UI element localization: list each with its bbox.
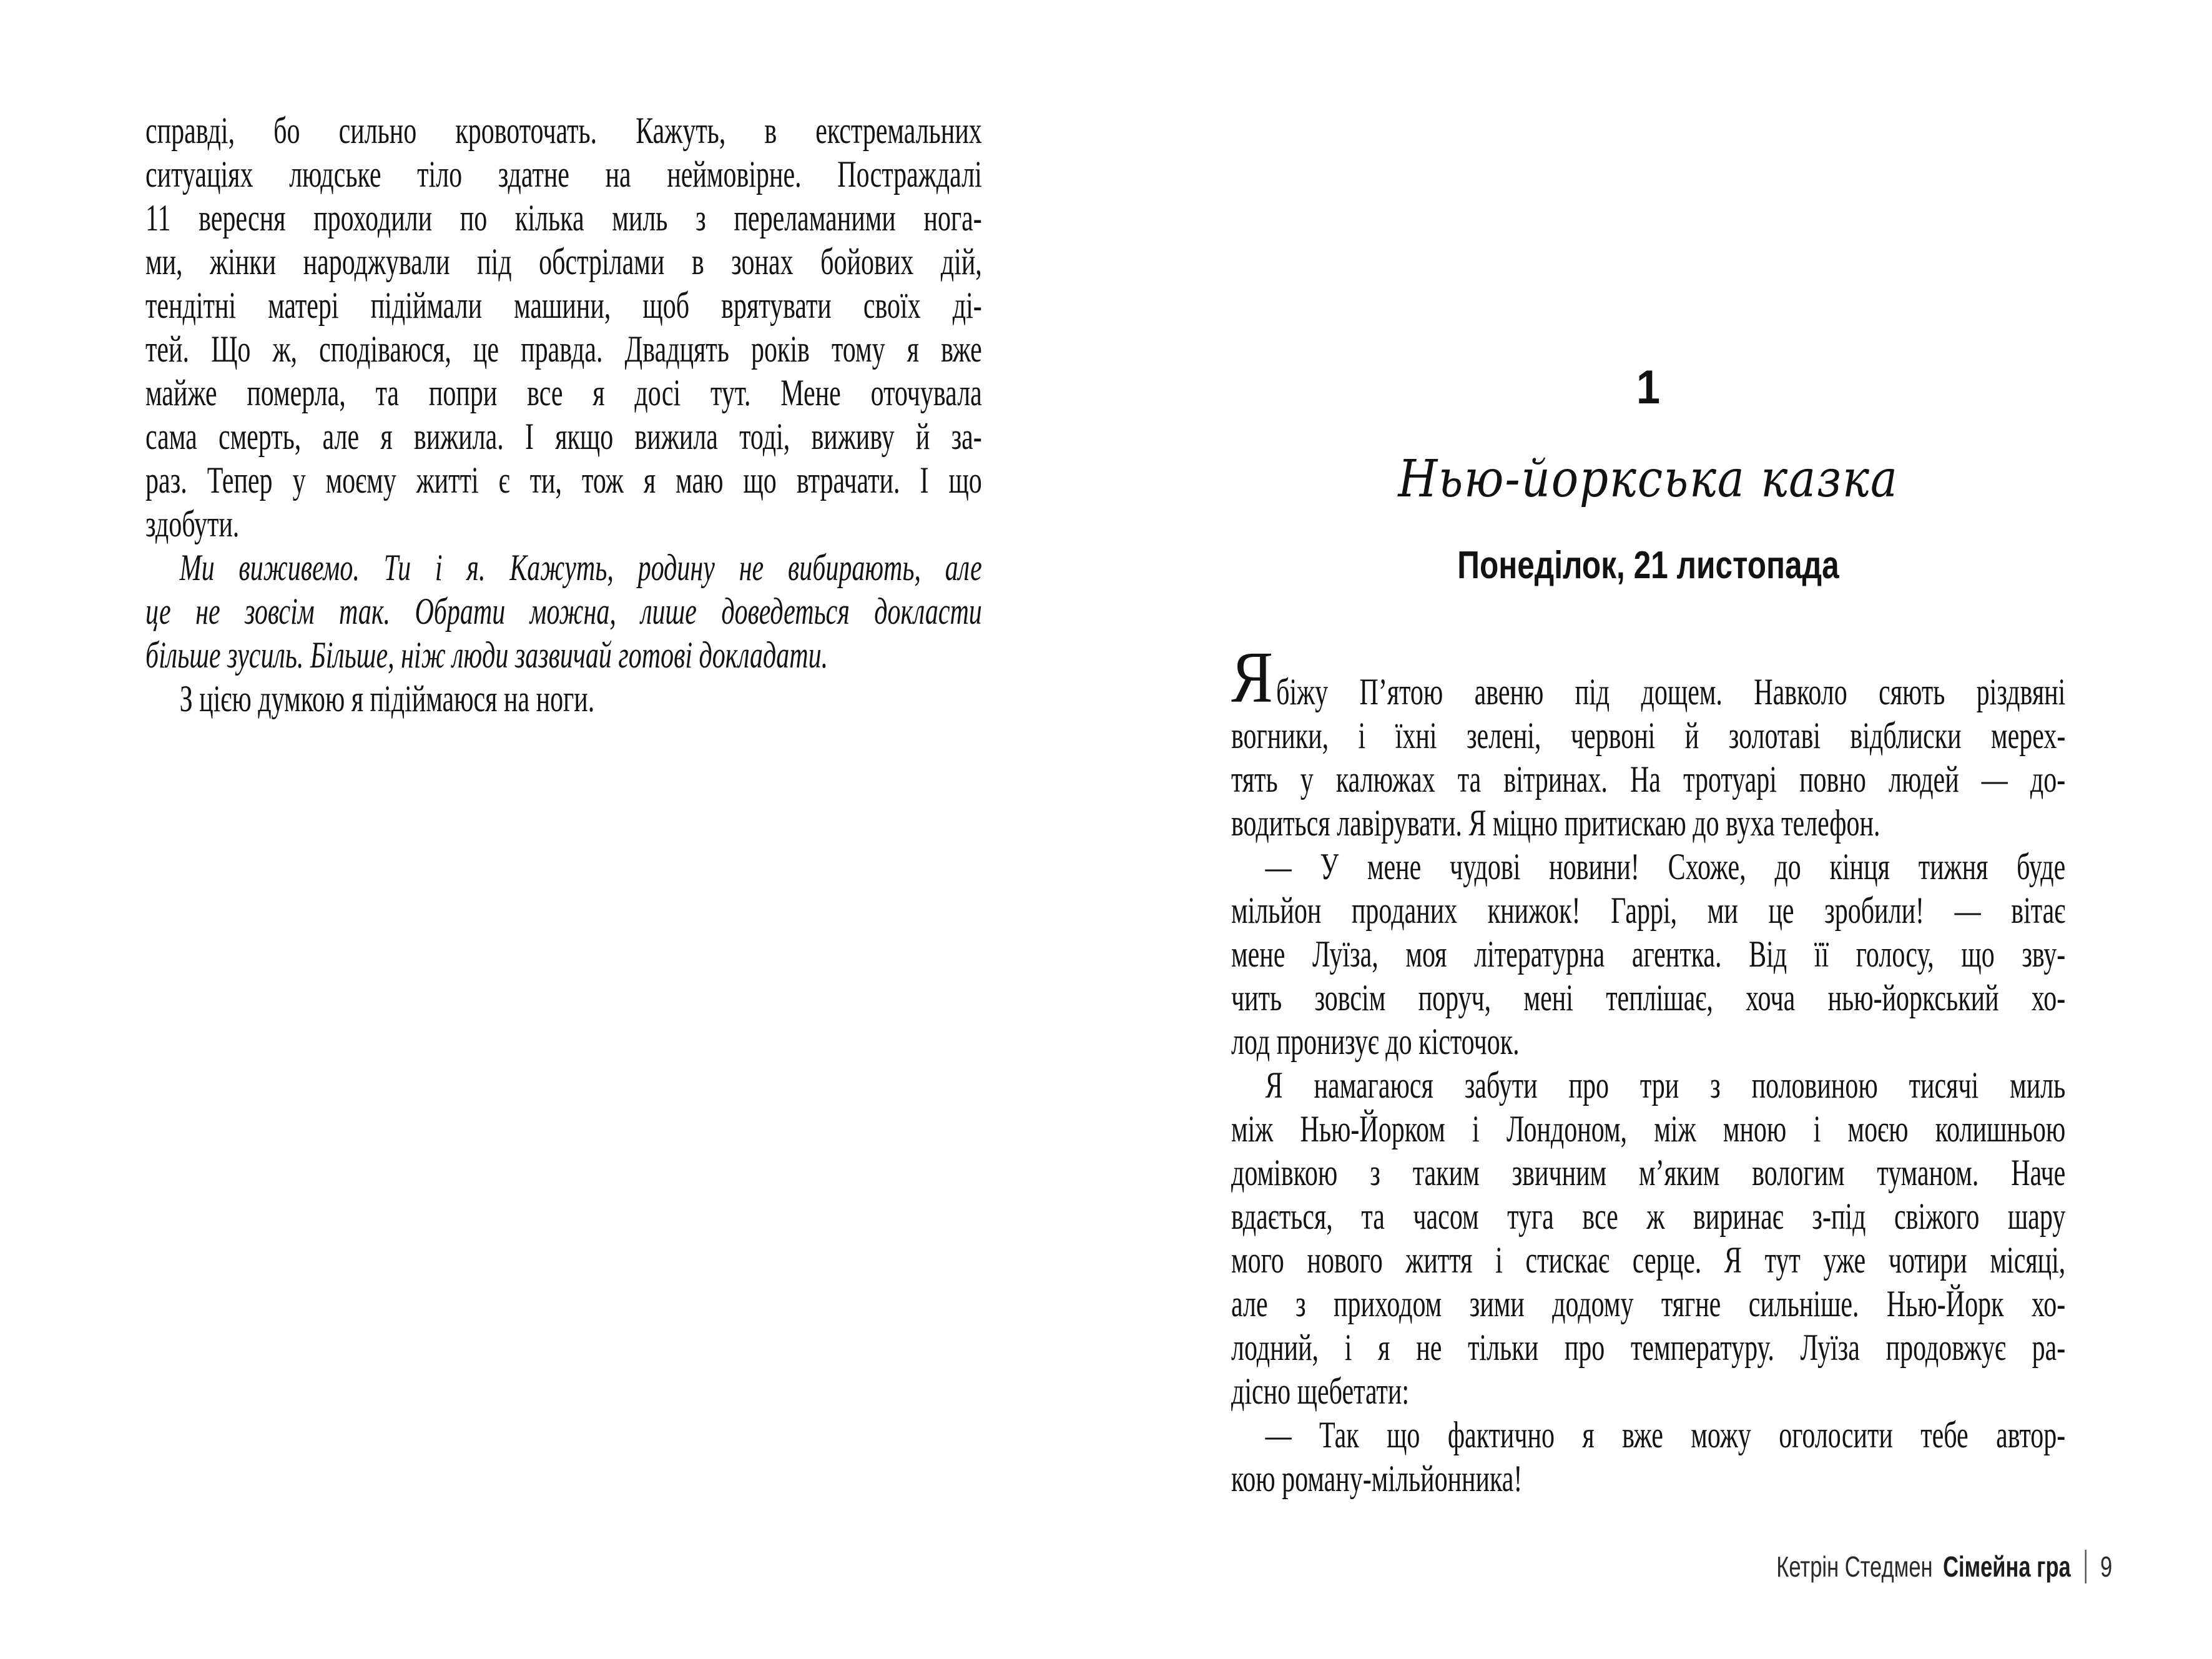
text-line: раз. Тепер у моєму житті є ти, тож я маю що втрачати. І що xyxy=(145,460,982,501)
text-line: справді, бо сильно кровоточать. Кажуть, в екстремальних xyxy=(145,110,982,151)
text-line: більше зусиль. Більше, ніж люди зазвичай готові докладати. xyxy=(145,634,828,676)
footer-book-title: Сімейна гра xyxy=(1942,1550,2071,1583)
running-footer xyxy=(1776,1550,2112,1583)
paragraph-italic-resolve xyxy=(145,546,982,677)
text-line: Я намагаюся забути про три з половиною тисячі миль xyxy=(1265,1065,2066,1106)
text-line: вдається, та часом туга все ж виринає з-під свіжого шару xyxy=(1231,1196,2066,1237)
paragraph-chapter-end xyxy=(145,109,982,546)
text-line: 11 вересня проходили по кілька миль з переламаними нога- xyxy=(145,197,982,239)
text-line: лодний, і я не тільки про температуру. Луїза продовжує ра- xyxy=(1231,1327,2066,1368)
text-line: З цією думкою я підіймаюся на ноги. xyxy=(179,678,595,719)
text-line: це не зовсім так. Обрати можна, лише доведеться докласти xyxy=(145,591,982,632)
text-line: вогники, і їхні зелені, червоні й золотаві відблиски мерех- xyxy=(1231,715,2066,756)
text-line: ми, жінки народжували під обстрілами в зонах бойових дій, xyxy=(145,241,982,282)
text-line: дісно щебетати: xyxy=(1231,1371,1410,1412)
chapter-title: Нью-йоркська казка xyxy=(1398,450,1899,509)
text-line: мільйон проданих книжок! Гаррі, ми це зробили! — вітає xyxy=(1231,890,2066,931)
paragraph-opening xyxy=(1231,670,2065,845)
text-line: мене Луїза, моя літературна агентка. Від її голосу, що зву- xyxy=(1231,933,2066,975)
text-line: сама смерть, але я вижила. І якщо вижила тоді, виживу й за- xyxy=(145,416,982,457)
paragraph-dialogue-1 xyxy=(1231,845,2065,1063)
chapter-date-subheading: Понеділок, 21 листопада xyxy=(1457,544,1839,587)
text-line: але з приходом зими додому тягне сильніше. Нью-Йорк хо- xyxy=(1231,1283,2066,1324)
text-line: тей. Що ж, сподіваюся, це правда. Двадцять років тому я вже xyxy=(145,328,982,370)
chapter-number: 1 xyxy=(1636,361,1661,414)
text-line: тендітні матері підіймали машини, щоб врятувати своїх ді- xyxy=(145,285,982,326)
text-line: — У мене чудові новини! Схоже, до кінця тижня буде xyxy=(1265,846,2066,887)
text-line: здобути. xyxy=(145,503,240,544)
paragraph-reflection xyxy=(1231,1063,2065,1413)
text-line: чить зовсім поруч, мені теплішає, хоча нью-йоркський хо- xyxy=(1231,977,2066,1018)
paragraph-dialogue-2 xyxy=(1231,1413,2065,1500)
text-line: водиться лавірувати. Я міцно притискаю до вуха телефон. xyxy=(1231,802,1880,844)
text-line: біжу П’ятою авеню під дощем. Навколо сяють різдвяні xyxy=(1276,671,2066,712)
footer-divider xyxy=(2085,1550,2086,1583)
footer-page-number: 9 xyxy=(2100,1550,2112,1583)
text-line: Ми виживемо. Ти і я. Кажуть, родину не вибирають, але xyxy=(179,547,982,588)
right-text-block xyxy=(1231,670,2065,1500)
left-text-block xyxy=(145,109,982,721)
paragraph-closing xyxy=(145,677,982,721)
text-line: — Так що фактично я вже можу оголосити тебе автор- xyxy=(1265,1414,2066,1455)
initial-drop-cap: Я xyxy=(1231,636,1273,718)
text-line: тять у калюжах та вітринах. На тротуарі повно людей — до- xyxy=(1231,759,2066,800)
text-line: кою роману-мільйонника! xyxy=(1231,1458,1523,1499)
footer-author-name: Кетрін Стедмен xyxy=(1776,1550,1933,1583)
text-line: між Нью-Йорком і Лондоном, між мною і моєю колишньою xyxy=(1231,1108,2066,1149)
text-line: мого нового життя і стискає серце. Я тут уже чотири місяці, xyxy=(1231,1239,2066,1281)
text-line: лод пронизує до кісточок. xyxy=(1231,1021,1520,1062)
text-line: майже померла, та попри все я досі тут. Мене оточувала xyxy=(145,372,982,413)
text-line: домівкою з таким звичним м’яким вологим туманом. Наче xyxy=(1231,1152,2066,1193)
text-line: ситуаціях людське тіло здатне на неймовірне. Постраждалі xyxy=(145,154,982,195)
